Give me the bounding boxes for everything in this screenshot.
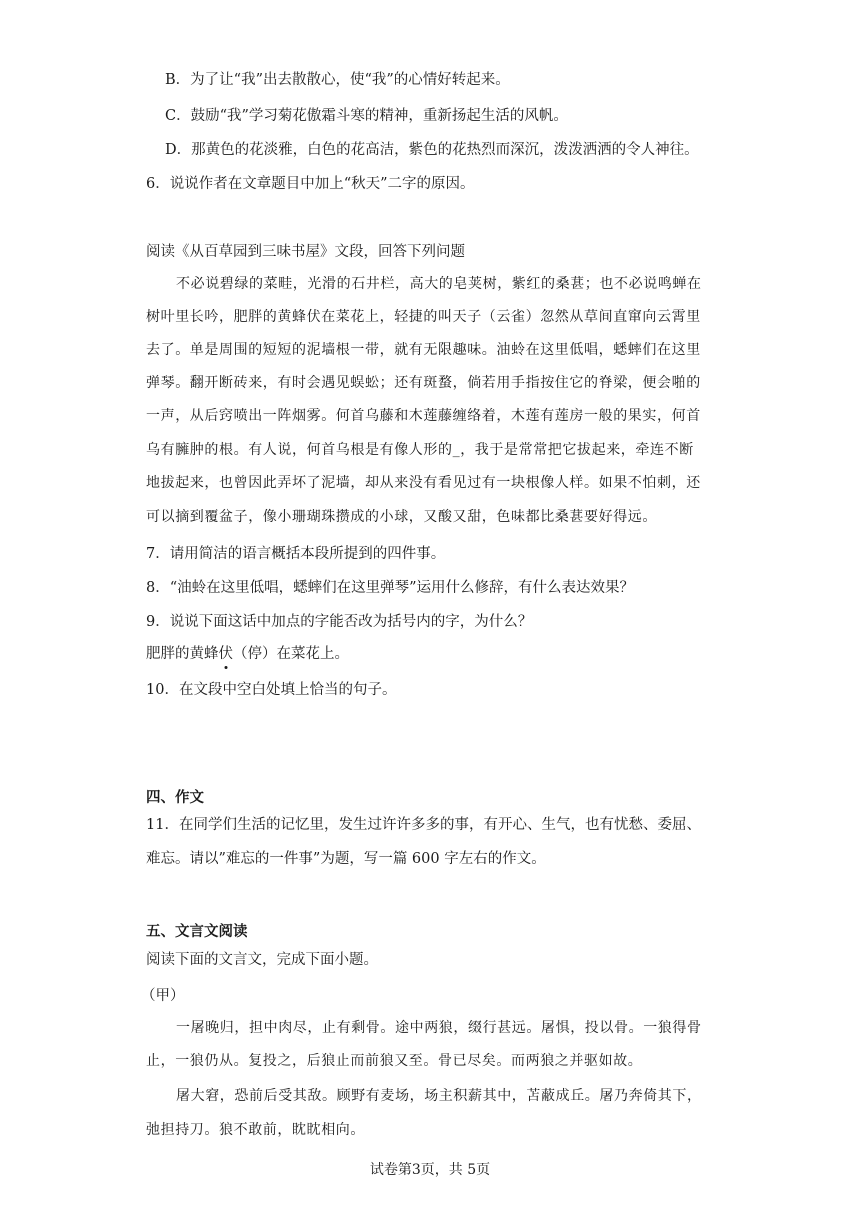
question-9: 9．说说下面这话中加点的字能否改为括号内的字，为什么？	[146, 614, 533, 630]
classical-line: 一屠晚归，担中肉尽，止有剩骨。途中两狼，缀行甚远。屠惧，投以骨。一狼得骨	[176, 1020, 702, 1036]
passage-line: 乌有臃肿的根。有人说，何首乌根是有像人形的_，我于是常常把它拔起来，牵连不断	[146, 442, 694, 458]
sentence-before: 肥胖的黄蜂	[146, 646, 219, 662]
sentence-after: （停）在菜花上。	[233, 646, 349, 662]
passage-line: 树叶里长吟，肥胖的黄蜂伏在菜花上，轻捷的叫天子（云雀）忽然从草间直窜向云霄里	[146, 309, 701, 325]
passage-jia-label: （甲）	[141, 988, 185, 1004]
classical-line: 屠大窘，恐前后受其敌。顾野有麦场，场主积薪其中，苫蔽成丘。屠乃奔倚其下，	[176, 1088, 702, 1104]
option-b: B．为了让“我”出去散散心，使“我”的心情好转起来。	[165, 72, 510, 88]
passage-line: 地拔起来，也曾因此弄坏了泥墙，却从来没有看见过有一块根像人样。如果不怕刺，还	[146, 475, 701, 491]
section-4-heading: 四、作文	[146, 789, 204, 806]
section-5-heading: 五、文言文阅读	[146, 923, 248, 940]
passage-line: 弹琴。翻开断砖来，有时会遇见蜈蚣；还有斑蝥，倘若用手指按住它的脊梁，便会啪的	[146, 375, 701, 391]
question-10: 10．在文段中空白处填上恰当的句子。	[146, 682, 397, 698]
page-footer: 试卷第3页，共 5页	[369, 1162, 491, 1178]
section-5-intro: 阅读下面的文言文，完成下面小题。	[146, 952, 378, 968]
passage-line: 去了。单是周围的短短的泥墙根一带，就有无限趣味。油蛉在这里低唱，蟋蟀们在这里	[146, 342, 701, 358]
passage-line: 可以摘到覆盆子，像小珊瑚珠攒成的小球，又酸又甜，色味都比桑葚要好得远。	[146, 509, 657, 525]
classical-line: 弛担持刀。狼不敢前，眈眈相向。	[146, 1122, 365, 1138]
question-11-line: 难忘。请以”难忘的一件事”为题，写一篇 600 字左右的作文。	[146, 851, 546, 867]
question-9-sentence	[146, 644, 349, 664]
classical-line: 止，一狼仍从。复投之，后狼止而前狼又至。骨已尽矣。而两狼之并驱如故。	[146, 1053, 643, 1069]
passage-line: 不必说碧绿的菜畦，光滑的石井栏，高大的皂荚树，紫红的桑葚；也不必说鸣蝉在	[176, 276, 702, 292]
passage-line: 一声，从后窍喷出一阵烟雾。何首乌藤和木莲藤缠络着，木莲有莲房一般的果实，何首	[146, 408, 701, 424]
option-d: D．那黄色的花淡雅，白色的花高洁，紫色的花热烈而深沉，泼泼洒洒的令人神往。	[165, 142, 699, 158]
question-7: 7．请用简洁的语言概括本段所提到的四件事。	[146, 546, 446, 562]
dotted-character: 伏	[218, 646, 233, 662]
question-11-line: 11．在同学们生活的记忆里，发生过许许多多的事，有开心、生气，也有忧愁、委屈、	[146, 817, 701, 833]
option-c: C．鼓励“我”学习菊花傲霜斗寒的精神，重新扬起生活的风帆。	[165, 108, 568, 124]
reading-intro: 阅读《从百草园到三味书屋》文段，回答下列问题	[146, 244, 465, 260]
question-8: 8．“油蛉在这里低唱，蟋蟀们在这里弹琴”运用什么修辞，有什么表达效果？	[146, 580, 635, 596]
question-6: 6．说说作者在文章题目中加上“秋天”二字的原因。	[146, 176, 475, 192]
